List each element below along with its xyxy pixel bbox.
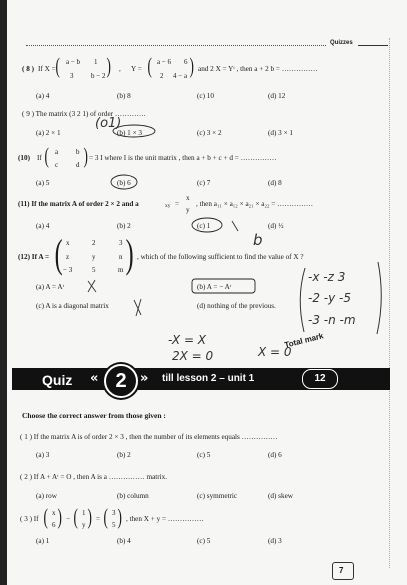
q12-tail: , which of the following sufficient to find the value of X ? [137,253,304,261]
quiz-q3-m1-cell: x [52,509,56,517]
q8-option: (b) 8 [117,92,131,100]
handwritten-equation: -X = X [168,333,207,347]
handwritten-matrix-row: -3 -n -m [308,313,356,327]
q10-option: (d) 8 [268,179,282,187]
q10-cell: b [76,148,80,156]
quiz-q3-m3-cell: 5 [112,521,116,529]
q8-if-x: If X = [38,65,56,73]
instructions: Choose the correct answer from those given : [22,411,166,420]
q12-number: (12) If A = [18,253,50,261]
q9-option: (c) 3 × 2 [197,129,222,137]
q8-x-cell: 3 [70,72,74,80]
q11-tail: , then a₁₁ × a₁₂ × a₂₁ × a₂₂ = …………… [196,200,314,208]
quiz-q3-paren: ) [87,504,92,529]
quiz-q2-option: (a) row [36,492,57,500]
q12-cell: y [92,253,96,261]
handwritten-matrix-row: -2 -y -5 [308,291,351,305]
quiz-q3-option: (d) 3 [268,537,282,545]
q12-answer-box [192,279,255,293]
q8-comma: , [119,65,121,73]
quiz-q3-m3-cell: 3 [112,509,116,517]
q11-option: (d) ½ [268,222,284,230]
quiz-q3-paren: ) [117,504,122,529]
q8-y-cell: 6 [184,58,188,66]
quiz-q3-option: (a) 1 [36,537,50,545]
q12-handwritten-mark: b [253,231,263,249]
q12-cell: n [119,253,123,261]
quiz-q2-option: (c) symmetric [197,492,238,500]
q8-number: ( 8 ) [22,65,34,73]
q11-handwritten-tick [232,221,238,231]
quiz-q1-option: (d) 6 [268,451,282,459]
q11-subscript: xy [165,203,171,209]
handwritten-equation: 2X = 0 [172,349,214,363]
q8-x-cell: b − 2 [91,72,106,80]
q12-cell: 5 [92,266,96,274]
q8-x-right-paren: ) [106,53,111,78]
q12-cell: − 3 [63,266,73,274]
quiz-q1-text: ( 1 ) If the matrix A is of order 2 × 3 , then the number of its elements equals …………… [20,433,278,441]
q11-answer-circle [192,218,222,232]
q8-x-cell: a − b [66,58,81,66]
q10-option: (a) 5 [36,179,50,187]
quiz-q3-paren: ) [57,504,62,529]
quiz-q3-equals: = [96,515,101,523]
q12-right-paren: ) [125,231,134,276]
quiz-q3-number: ( 3 ) If [20,515,39,523]
q8-x-cell: 1 [94,58,98,66]
quiz-label: Quiz [42,372,73,388]
q8-x-left-paren: ( [55,53,60,78]
q8-y-eq: Y = [131,65,142,73]
quiz-q1-option: (a) 3 [36,451,50,459]
q10-number: (10) [18,154,30,162]
q10-cell: c [55,161,59,169]
quiz-q3-minus: − [66,515,71,523]
q12-cell: z [66,253,70,261]
q10-option: (b) 6 [117,179,131,187]
q8-tail: and 2 X = Yᵗ , then a + 2 b = …………… [198,65,318,73]
q11-option: (a) 4 [36,222,50,230]
q10-option: (c) 7 [197,179,211,187]
q9-text: ( 9 ) The matrix (3 2 1) of order …………. [22,110,146,118]
total-mark-value: 12 [302,369,338,389]
q12-cell: 2 [92,239,96,247]
q8-option: (c) 10 [197,92,214,100]
quiz-q1-option: (c) 5 [197,451,211,459]
q10-left-paren: ( [44,143,49,168]
quiz-q3-m2-cell: 1 [82,509,86,517]
q12-left-paren: ( [54,231,63,276]
quiz-q3-paren: ( [43,504,48,529]
quiz-q2-option: (b) column [117,492,149,500]
q8-option: (d) 12 [268,92,286,100]
q11-option: (c) 1 [197,222,211,230]
quiz-number-badge: 2 [104,364,138,398]
q10-cell: a [55,148,59,156]
quiz-q3-option: (b) 4 [117,537,131,545]
q12-option: (a) A = Aᵗ [36,283,64,291]
q12-cell: 3 [119,239,123,247]
quiz-q3-paren: ( [73,504,78,529]
q8-y-cell: 4 − a [173,72,188,80]
q11-frac-num: x [186,194,190,202]
q10-if: If [37,154,42,162]
q12c-cross-mark [134,299,141,316]
q12-cell: x [66,239,70,247]
q9-answer-circle [113,125,155,137]
quiz-q2-text: ( 2 ) If A + Aᵗ = O , then A is a …………… matrix. [20,473,168,481]
q8-y-left-paren: ( [147,53,152,78]
q9-option: (d) 3 × 1 [268,129,294,137]
q12-option: (d) nothing of the previous. [197,302,276,310]
page-number: 7 [339,566,344,575]
q8-y-right-paren: ) [189,53,194,78]
quiz-q3-tail: , then X + y = …………… [126,515,204,523]
q10-answer-circle [111,175,137,189]
q12-option: (c) A is a diagonal matrix [36,302,109,310]
quiz-q3-m2-cell: y [82,521,86,529]
quiz-q3-paren: ( [103,504,108,529]
q9-option: (b) 1 × 3 [117,129,143,137]
quiz-banner [12,364,390,394]
q12-cell: m [118,266,124,274]
q11-text: (11) If the matrix A of order 2 × 2 and a [18,200,139,208]
q11-equals: = [175,200,180,208]
q9-handwritten-note: (o1) [95,116,122,131]
handwritten-left-bracket [300,268,305,332]
q10-cell: d [76,161,80,169]
total-mark-label: Total mark [283,331,325,350]
q8-y-cell: 2 [160,72,164,80]
q9-option: (a) 2 × 1 [36,129,61,137]
quiz-q3-option: (c) 5 [197,537,211,545]
handwritten-equation: X = 0 [258,345,292,359]
q11-option: (b) 2 [117,222,131,230]
q8-y-cell: a − 6 [157,58,172,66]
q12a-cross-mark [88,280,96,292]
quiz-subtitle: till lesson 2 – unit 1 [162,373,255,384]
q10-tail: = 3 I where I is the unit matrix , then a + b + c + d = …………… [89,154,277,162]
handwritten-matrix-row: -x -z 3 [308,270,346,284]
quiz-q1-option: (b) 2 [117,451,131,459]
quiz-q2-option: (d) skew [268,492,293,500]
section-title: Quizzes [330,40,353,46]
double-chevron-right-icon: » [140,371,149,386]
quiz-q3-m1-cell: 6 [52,521,56,529]
handwritten-right-bracket [377,262,381,334]
double-chevron-left-icon: « [90,371,99,386]
q10-right-paren: ) [83,143,88,168]
q11-frac-den: y [186,206,190,214]
q12-option: (b) A = − Aᵗ [197,283,232,291]
q8-option: (a) 4 [36,92,50,100]
